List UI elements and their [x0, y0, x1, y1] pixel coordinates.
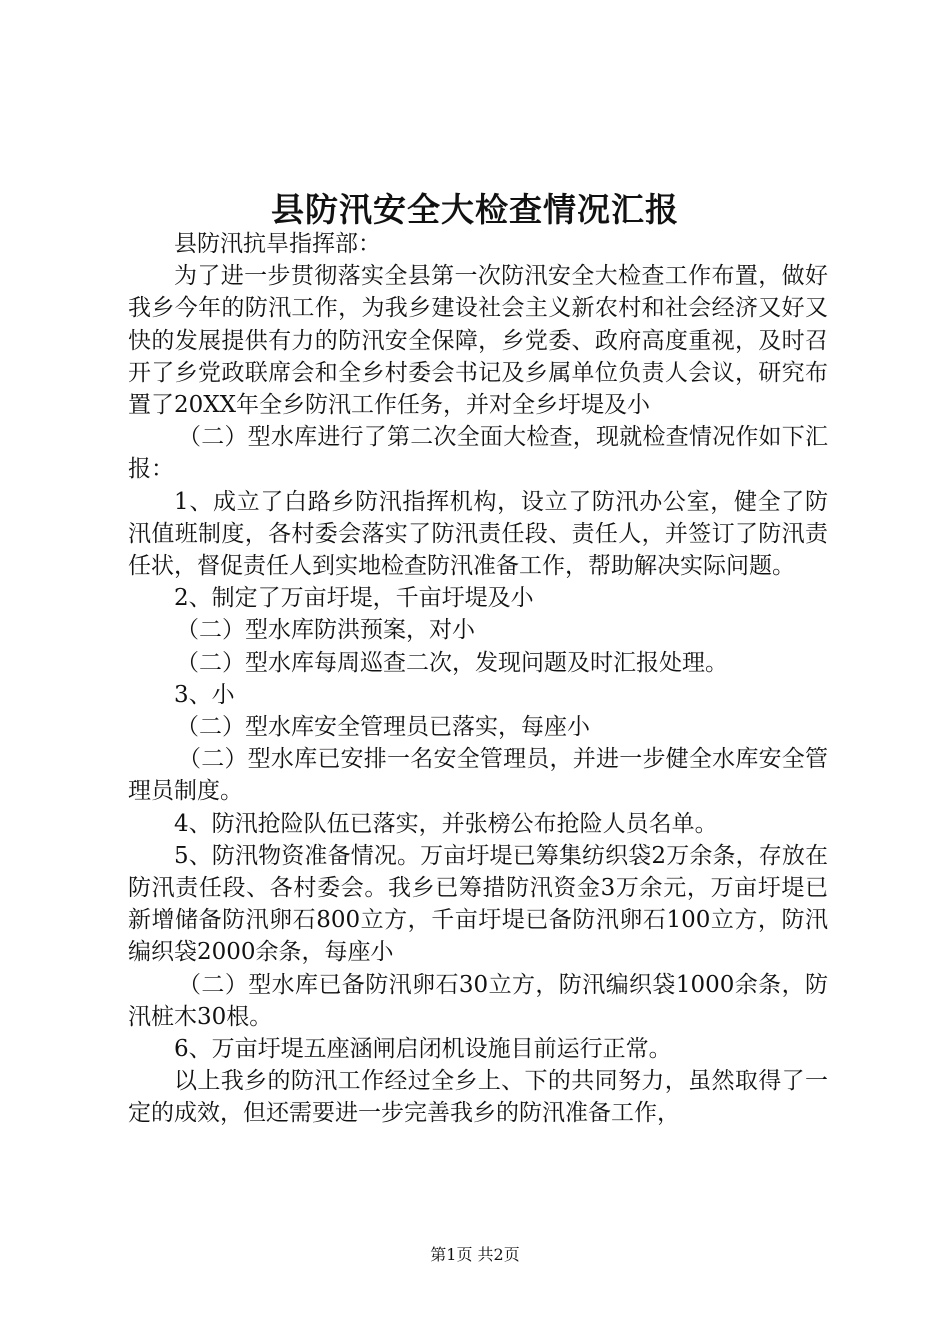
- paragraph: （二）型水库进行了第二次全面大检查，现就检查情况作如下汇报：: [128, 424, 828, 483]
- paragraph: （二）型水库每周巡查二次，发现问题及时汇报处理。: [176, 649, 728, 676]
- page-footer: 第1页 共2页: [430, 1245, 520, 1264]
- paragraph: 6、万亩圩堤五座涵闸启闭机设施目前运行正常。: [174, 1036, 672, 1063]
- paragraph: 以上我乡的防汛工作经过全乡上、下的共同努力，虽然取得了一定的成效，但还需要进一步完善我乡的防汛准备工作，: [128, 1068, 828, 1127]
- paragraph: （二）型水库已安排一名安全管理员，并进一步健全水库安全管理员制度。: [128, 746, 828, 805]
- paragraph: 为了进一步贯彻落实全县第一次防汛安全大检查工作布置，做好我乡今年的防汛工作，为我乡建设社会主义新农村和社会经济又好又快的发展提供有力的防汛安全保障，乡党委、政府高度重视，及时召开了乡党政联席会和全乡村委会书记及乡属单位负责人会议，研究布置了20XX年全乡防汛工作任务，并对全乡圩堤及小: [128, 263, 828, 419]
- paragraph: 5、防汛物资准备情况。万亩圩堤已筹集纺织袋2万余条，存放在防汛责任段、各村委会。我乡已筹措防汛资金3万余元，万亩圩堤已新增储备防汛卵石800立方，千亩圩堤已备防汛卵石100立方，防汛编织袋2000余条，每座小: [128, 842, 828, 966]
- paragraph: 3、小: [174, 681, 235, 708]
- paragraph: （二）型水库防洪预案，对小: [176, 617, 475, 644]
- paragraph: （二）型水库安全管理员已落实，每座小: [176, 714, 590, 741]
- document-body: [128, 228, 828, 1130]
- paragraph: 4、防汛抢险队伍已落实，并张榜公布抢险人员名单。: [174, 810, 718, 837]
- salutation: 县防汛抗旱指挥部：: [174, 231, 381, 257]
- paragraph: 1、成立了白路乡防汛指挥机构，设立了防汛办公室，健全了防汛值班制度，各村委会落实了防汛责任段、责任人，并签订了防汛责任状，督促责任人到实地检查防汛准备工作，帮助解决实际问题。: [128, 488, 828, 580]
- document-title: 县防汛安全大检查情况汇报: [271, 190, 679, 229]
- paragraph: （二）型水库已备防汛卵石30立方，防汛编织袋1000余条，防汛桩木30根。: [128, 971, 828, 1030]
- paragraph: 2、制定了万亩圩堤，千亩圩堤及小: [174, 585, 534, 612]
